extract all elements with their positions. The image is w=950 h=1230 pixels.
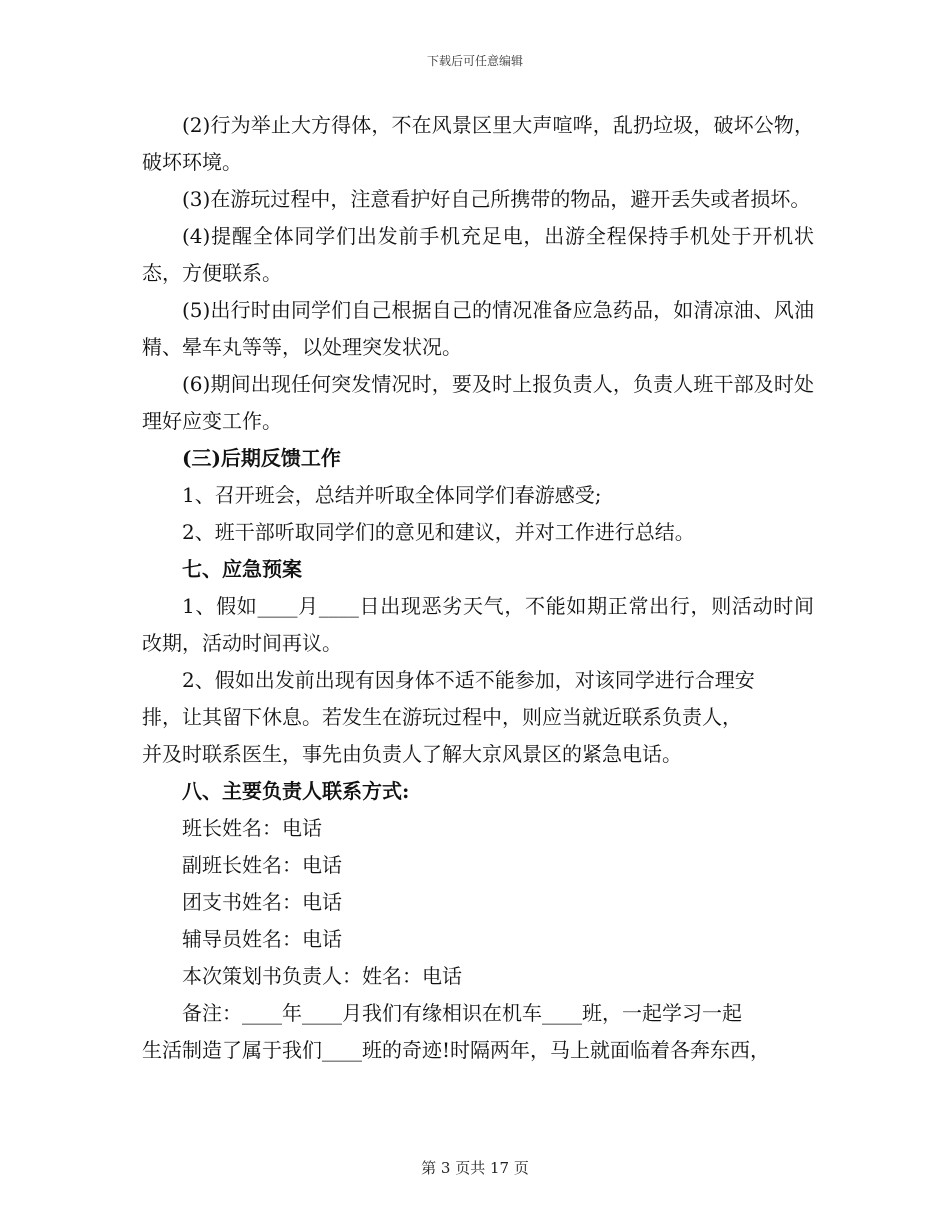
document-body <box>142 107 814 1069</box>
remarks-line-2: 生活制造了属于我们____班的奇迹!时隔两年，马上就面临着各奔东西， <box>142 1038 771 1062</box>
emergency-item-1: 1、假如____月____日出现恶劣天气，不能如期正常出行，则活动时间改期，活动时间再议。 <box>142 594 814 655</box>
remarks-line-1: 备注：____年____月我们有缘相识在机车____班，一起学习一起 <box>182 1001 742 1025</box>
feedback-item-1: 1、召开班会，总结并听取全体同学们春游感受; <box>182 483 602 507</box>
section-heading-feedback: (三)后期反馈工作 <box>182 446 341 470</box>
emergency-item-2-line-1: 2、假如出发前出现有因身体不适不能参加，对该同学进行合理安 <box>182 668 755 692</box>
contact-plan-owner: 本次策划书负责人：姓名：电话 <box>182 964 462 988</box>
emergency-item-2 <box>142 662 814 773</box>
emergency-item-2-line-3: 并及时联系医生，事先由负责人了解大京风景区的紧急电话。 <box>142 742 682 766</box>
contact-league-secretary: 团支书姓名：电话 <box>182 890 342 914</box>
contact-counselor: 辅导员姓名：电话 <box>182 927 342 951</box>
page-header: 下载后可任意编辑 <box>426 54 523 68</box>
feedback-item-2: 2、班干部听取同学们的意见和建议，并对工作进行总结。 <box>182 520 695 544</box>
paragraph-item-4: (4)提醒全体同学们出发前手机充足电，出游全程保持手机处于开机状态，方便联系。 <box>142 224 814 285</box>
section-heading-contacts: 八、主要负责人联系方式: <box>182 779 410 803</box>
contact-vice-monitor: 副班长姓名：电话 <box>182 853 342 877</box>
contact-monitor: 班长姓名：电话 <box>182 816 322 840</box>
emergency-item-2-line-2: 排，让其留下休息。若发生在游玩过程中，则应当就近联系负责人， <box>142 705 742 729</box>
paragraph-item-5: (5)出行时由同学们自己根据自己的情况准备应急药品，如清凉油、风油精、晕车丸等等，以处理突发状况。 <box>142 298 814 359</box>
page-number: 第 3 页共 17 页 <box>421 1159 529 1177</box>
paragraph-item-3: (3)在游玩过程中，注意看护好自己所携带的物品，避开丢失或者损坏。 <box>182 187 811 211</box>
paragraph-item-6: (6)期间出现任何突发情况时，要及时上报负责人，负责人班干部及时处理好应变工作。 <box>142 372 814 433</box>
section-heading-emergency: 七、应急预案 <box>182 557 302 581</box>
paragraph-item-2: (2)行为举止大方得体，不在风景区里大声喧哗，乱扔垃圾，破坏公物，破坏环境。 <box>142 113 814 174</box>
remarks-paragraph <box>142 995 814 1069</box>
